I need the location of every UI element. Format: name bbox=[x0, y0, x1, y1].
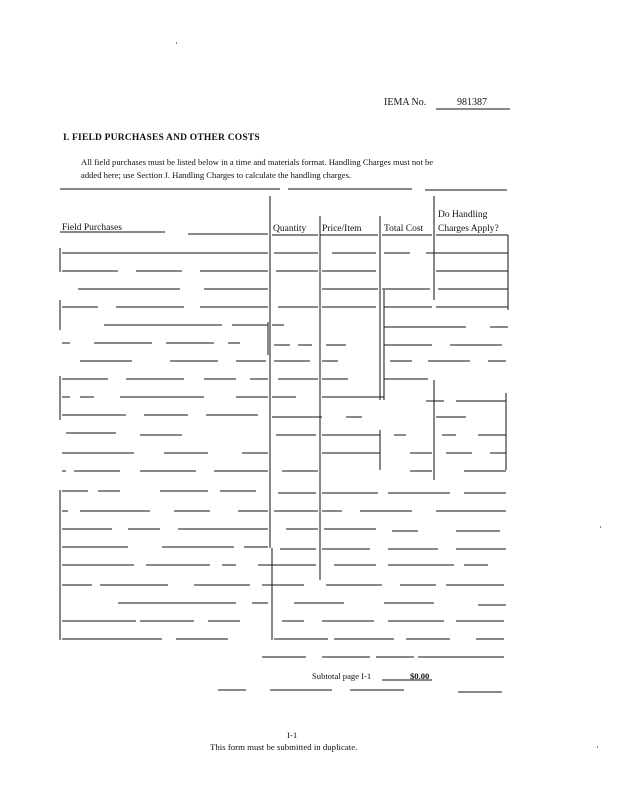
footer-note: This form must be submitted in duplicate. bbox=[210, 742, 358, 752]
instruction-line-2: added here; use Section J. Handling Charges to calculate the handling charges. bbox=[81, 170, 352, 180]
col-header-total-cost: Total Cost bbox=[384, 224, 424, 234]
col-header-quantity: Quantity bbox=[273, 224, 307, 234]
subtotal-label: Subtotal page I-1 bbox=[312, 671, 372, 681]
iema-number[interactable]: 981387 bbox=[457, 97, 487, 108]
instruction-line-1: All field purchases must be listed below in a time and materials format. Handling Charges must not be bbox=[81, 157, 434, 167]
col-header-handling-2: Charges Apply? bbox=[438, 224, 499, 234]
col-header-handling-1: Do Handling bbox=[438, 210, 488, 220]
iema-label: IEMA No. bbox=[384, 97, 427, 108]
page-number: I-1 bbox=[287, 730, 298, 740]
subtotal-value[interactable]: $0.00 bbox=[410, 671, 430, 681]
section-title: I. FIELD PURCHASES AND OTHER COSTS bbox=[63, 133, 260, 143]
col-header-field-purchases: Field Purchases bbox=[62, 223, 122, 233]
col-header-price-item: Price/Item bbox=[322, 224, 362, 234]
